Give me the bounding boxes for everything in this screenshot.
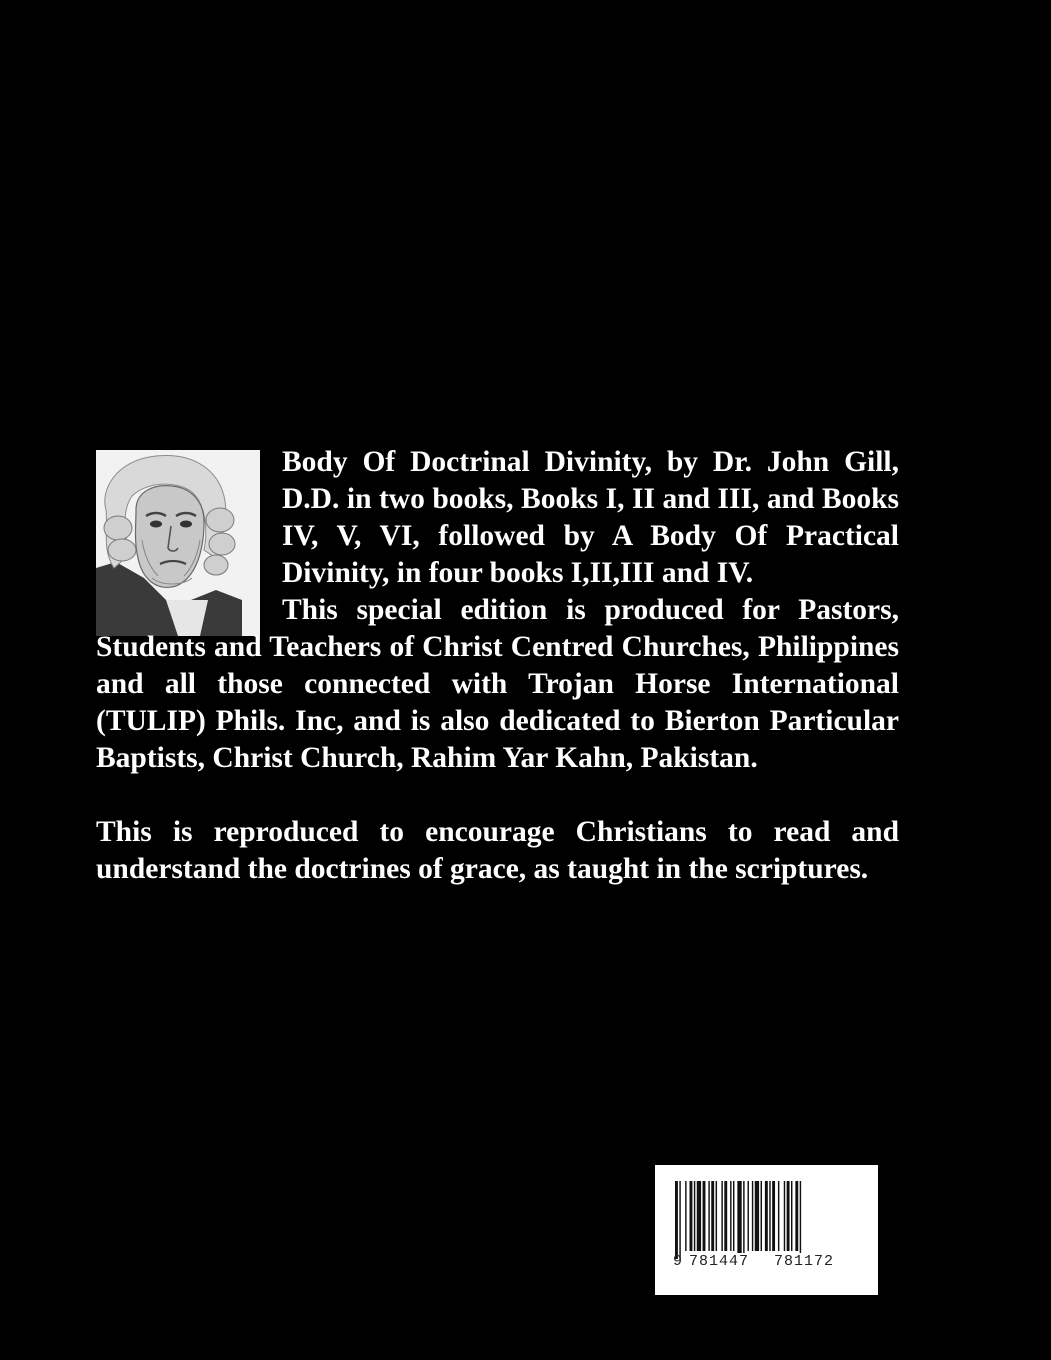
barcode-bar xyxy=(761,1181,762,1251)
barcode-bar xyxy=(721,1181,722,1251)
barcode-bar xyxy=(765,1181,768,1251)
barcode-bar xyxy=(784,1181,785,1251)
barcode-group-2: 781172 xyxy=(774,1253,835,1270)
isbn-barcode xyxy=(655,1165,878,1295)
description-paragraph-3: This is reproduced to encourage Christians to read and understand the doctrines of grace, as taught in the scriptures. xyxy=(96,816,899,885)
barcode-bar xyxy=(737,1181,741,1259)
barcode-bar xyxy=(752,1181,753,1251)
barcode-bar xyxy=(694,1181,695,1251)
barcode-bar xyxy=(791,1181,792,1251)
barcode-bar xyxy=(675,1181,678,1259)
description-paragraph-2: This special edition is produced for Pastors, Students and Teachers of Christ Centred Churches, Philippines and all those connected with Trojan Horse International (TULIP) Phils. Inc, and is also dedicated to Bierton Particular Baptists, Christ Church, Rahim Yar Kahn, Pakistan. xyxy=(96,594,899,774)
barcode-bar xyxy=(755,1181,759,1251)
barcode-group-1: 781447 xyxy=(689,1253,750,1270)
barcode-bar xyxy=(795,1181,798,1251)
barcode-bar xyxy=(690,1181,693,1251)
description-paragraph-1: Body Of Doctrinal Divinity, by Dr. John Gill, D.D. in two books, Books I, II and III, and Books IV, V, VI, followed by A Body Of Practical Divinity, in four books I,II,III and IV. xyxy=(282,446,899,589)
barcode-bar xyxy=(733,1181,734,1251)
barcode-bar xyxy=(685,1181,686,1251)
barcode-bar xyxy=(716,1181,717,1251)
barcode-icon xyxy=(673,1181,859,1259)
portrait-spacer xyxy=(96,444,282,628)
back-cover-description xyxy=(96,444,899,888)
barcode-bar xyxy=(679,1181,680,1259)
barcode-bar xyxy=(748,1181,749,1251)
barcode-bar xyxy=(743,1181,744,1259)
barcode-bar xyxy=(772,1181,775,1251)
barcode-bar xyxy=(800,1181,801,1259)
barcode-bar xyxy=(724,1181,727,1251)
barcode-bar xyxy=(703,1181,706,1251)
barcode-bar xyxy=(778,1181,779,1251)
barcode-first-digit: 9 xyxy=(673,1253,683,1270)
barcode-bar xyxy=(697,1181,701,1251)
barcode-bar xyxy=(730,1181,731,1251)
barcode-digits xyxy=(669,1250,865,1272)
barcode-bar xyxy=(787,1181,790,1251)
barcode-bar xyxy=(769,1181,770,1251)
barcode-bar xyxy=(708,1181,709,1251)
barcode-bar xyxy=(711,1181,714,1251)
